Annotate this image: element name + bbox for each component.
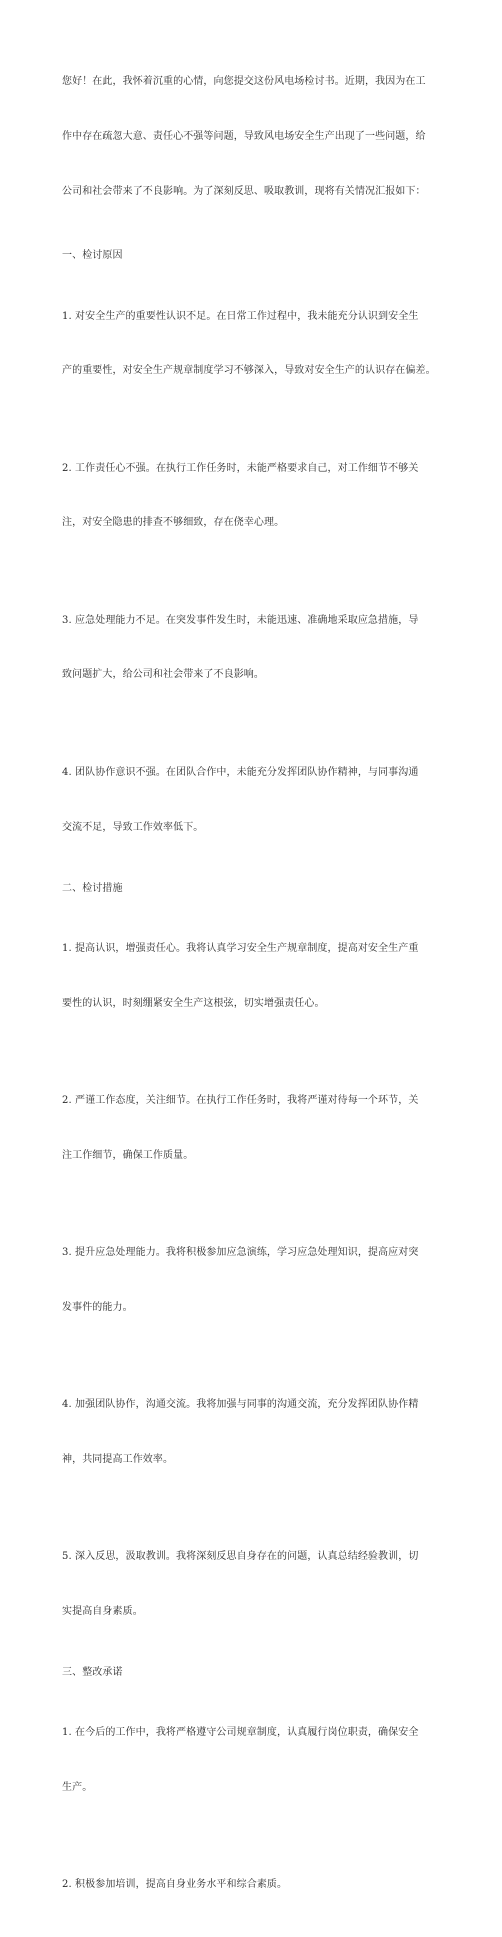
- list-item: [62, 1208, 442, 1354]
- item-line: 生产。: [62, 1782, 93, 1793]
- list-item: [62, 1056, 442, 1202]
- item-line: 致问题扩大，给公司和社会带来了不良影响。: [62, 669, 264, 681]
- item-line: 5. 深入反思，汲取教训。我将深刻反思自身存在的问题，认真总结经验教训，切: [62, 1551, 419, 1563]
- list-item: [62, 423, 442, 569]
- list-item: [62, 904, 442, 1050]
- item-line: 注，对安全隐患的排查不够细致，存在侥幸心理。: [62, 517, 285, 529]
- item-line: 神，共同提高工作效率。: [62, 1453, 174, 1465]
- item-line: 2. 积极参加培训，提高自身业务水平和综合素质。: [62, 1879, 288, 1891]
- list-item: [62, 1360, 442, 1506]
- section-heading-reasons: 一、检讨原因: [62, 250, 123, 262]
- item-line: 发事件的能力。: [62, 1301, 133, 1313]
- item-line: 交流不足，导致工作效率低下。: [62, 821, 204, 833]
- item-line: 1. 提高认识，增强责任心。我将认真学习安全生产规章制度，提高对安全生产重: [62, 943, 419, 955]
- list-item: [62, 1688, 442, 1834]
- document-page: [62, 22, 442, 1937]
- list-item: [62, 1512, 442, 1658]
- item-line: 注工作细节，确保工作质量。: [62, 1149, 194, 1161]
- item-line: 3. 应急处理能力不足。在突发事件发生时，未能迅速、准确地采取应急措施，导: [62, 614, 419, 626]
- section-heading-measures: 二、检讨措施: [62, 882, 123, 894]
- item-line: 2. 工作责任心不强。在执行工作任务时，未能严格要求自己，对工作细节不够关: [62, 462, 419, 474]
- item-line: 要性的认识，时刻绷紧安全生产这根弦，切实增强责任心。: [62, 997, 325, 1009]
- item-line: 产的重要性，对安全生产规章制度学习不够深入，导致对安全生产的认识存在偏差。: [62, 365, 436, 377]
- section-heading-commitments: 三、整改承诺: [62, 1666, 123, 1678]
- list-item: [62, 271, 442, 417]
- list-item: [62, 1840, 442, 1931]
- item-line: 1. 对安全生产的重要性认识不足。在日常工作过程中，我未能充分认识到安全生: [62, 310, 419, 322]
- intro-line: 公司和社会带来了不良影响。为了深刻反思、吸取教训，现将有关情况汇报如下：: [62, 185, 426, 197]
- item-line: 1. 在今后的工作中，我将严格遵守公司规章制度，认真履行岗位职责，确保安全: [62, 1727, 419, 1739]
- list-item: [62, 575, 442, 721]
- item-line: 3. 提升应急处理能力。我将积极参加应急演练，学习应急处理知识，提高应对突: [62, 1247, 419, 1259]
- list-item: [62, 727, 442, 873]
- item-line: 4. 加强团队协作，沟通交流。我将加强与同事的沟通交流，充分发挥团队协作精: [62, 1399, 419, 1411]
- intro-line: 作中存在疏忽大意、责任心不强等问题，导致风电场安全生产出现了一些问题，给: [62, 131, 426, 143]
- intro-paragraph: [62, 37, 442, 237]
- item-line: 4. 团队协作意识不强。在团队合作中，未能充分发挥团队协作精神，与同事沟通: [62, 766, 419, 778]
- item-line: 2. 严谨工作态度，关注细节。在执行工作任务时，我将严谨对待每一个环节，关: [62, 1095, 419, 1107]
- intro-line: 您好！在此，我怀着沉重的心情，向您提交这份风电场检讨书。近期，我因为在工: [62, 76, 426, 88]
- item-line: 实提高自身素质。: [62, 1605, 143, 1617]
